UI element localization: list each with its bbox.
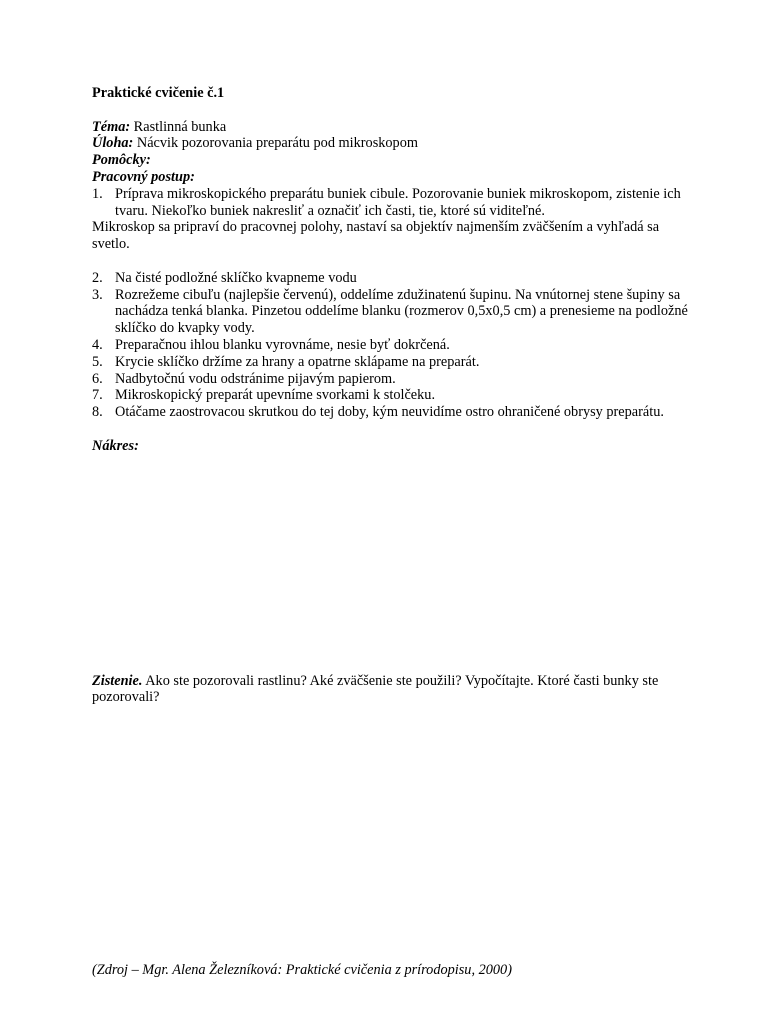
step-number: 1. [92,185,103,202]
uloha-value: Nácvik pozorovania preparátu pod mikroskopom [133,135,418,152]
spacer [92,253,692,270]
uloha-label: Úloha: [92,135,134,152]
pomocky-label: Pomôcky: [92,152,151,169]
postup-line [92,169,692,186]
step-text: Mikroskopický preparát upevníme svorkami k stolčeku. [115,387,436,404]
step-text: Otáčame zaostrovacou skrutkou do tej doby, kým neuvidíme ostro ohraničené obrysy preparátu. [115,404,664,421]
list-item [92,354,692,371]
step-list-first [92,186,692,220]
step-number: 3. [92,286,103,303]
zistenie-label: Zistenie. [92,672,143,689]
zistenie-paragraph [92,673,692,707]
nakres-label: Nákres: [92,437,139,454]
step-text: Nadbytočnú vodu odstránime pijavým papierom. [115,370,396,387]
step-text: Rozrežeme cibuľu (najlepšie červenú), oddelíme zdužinatenú šupinu. Na vnútornej stene šupiny sa nachádza tenká blanka. Pinzetou oddelíme blanku (rozmerov 0,5x0,5 cm) a prenesieme na podložné sklíčko do kvapky vody. [115,286,688,337]
step-number: 7. [92,387,103,404]
list-item [92,404,692,421]
pomocky-line [92,152,692,169]
step-number: 2. [92,269,103,286]
document-title: Praktické cvičenie č.1 [92,85,225,101]
microscope-paragraph: Mikroskop sa pripraví do pracovnej polohy, nastaví sa objektív najmenším zväčšením a vyhľadá sa svetlo. [92,219,660,253]
postup-label: Pracovný postup: [92,168,195,185]
step-text: Preparačnou ihlou blanku vyrovnáme, nesie byť dokrčená. [115,336,450,353]
step-number: 8. [92,404,103,421]
nakres-line [92,438,692,455]
step-list [92,270,692,421]
list-item [92,387,692,404]
zistenie-text: Ako ste pozorovali rastlinu? Aké zväčšenie ste použili? Vypočítajte. Ktoré časti bunky ste pozorovali? [92,672,659,706]
step-text: Krycie sklíčko držíme za hrany a opatrne sklápame na preparát. [115,353,480,370]
step-text: Príprava mikroskopického preparátu buniek cibule. Pozorovanie buniek mikroskopom, zistenie ich tvaru. Niekoľko buniek nakresliť a označiť ich časti, tie, ktoré sú viditeľné. [115,185,681,219]
step-number: 6. [92,370,103,387]
list-item [92,270,692,287]
list-item [92,337,692,354]
source-citation: (Zdroj – Mgr. Alena Železníková: Praktické cvičenia z prírodopisu, 2000) [92,962,512,978]
tema-label: Téma: [92,118,131,135]
list-item [92,371,692,388]
document-page [92,85,692,706]
step-text: Na čisté podložné sklíčko kvapneme vodu [115,269,357,286]
spacer [92,421,692,438]
step-number: 5. [92,353,103,370]
uloha-line [92,135,692,152]
list-item [92,186,692,220]
list-item [92,287,692,337]
drawing-area [92,455,692,673]
tema-value: Rastlinná bunka [130,118,227,135]
tema-line [92,119,692,136]
step-number: 4. [92,336,103,353]
